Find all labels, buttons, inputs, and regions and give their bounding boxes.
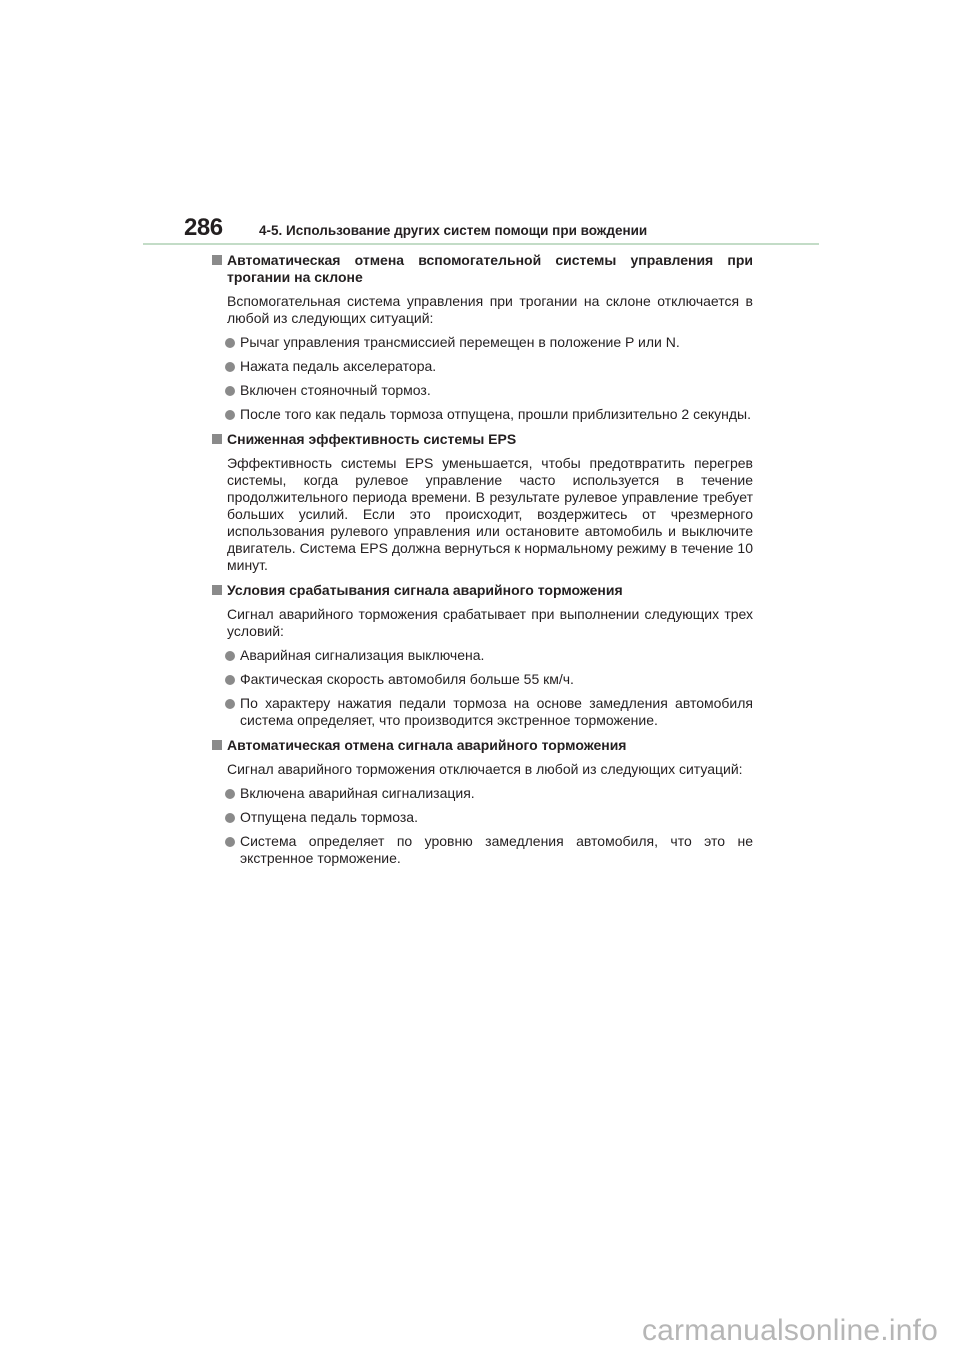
list-item [211, 382, 753, 399]
list-item-text: Нажата педаль акселератора. [240, 358, 437, 374]
list-item-text: Система определяет по уровню замедления автомобиля, что это не экстренное торможение. [240, 833, 753, 866]
list-item-text: Рычаг управления трансмиссией перемещен в положение P или N. [240, 334, 680, 350]
section-heading-text: Автоматическая отмена сигнала аварийного торможения [227, 737, 627, 753]
square-bullet-icon [212, 255, 222, 265]
circle-bullet-icon [225, 699, 235, 709]
page-header [0, 0, 960, 250]
circle-bullet-icon [225, 362, 235, 372]
square-bullet-icon [212, 434, 222, 444]
list-item-text: Фактическая скорость автомобиля больше 55 км/ч. [240, 671, 574, 687]
list-item-text: После того как педаль тормоза отпущена, прошли приблизительно 2 секунды. [240, 406, 752, 422]
circle-bullet-icon [225, 789, 235, 799]
section-paragraph: Сигнал аварийного торможения срабатывает при выполнении следующих трех условий: [227, 606, 753, 639]
page-number: 286 [184, 214, 223, 241]
section-paragraph: Вспомогательная система управления при трогании на склоне отключается в любой из следующих ситуаций: [227, 293, 753, 326]
list-item-text: Аварийная сигнализация выключена. [240, 647, 485, 663]
page-content [211, 252, 753, 867]
circle-bullet-icon [225, 410, 235, 420]
list-item-text: Включена аварийная сигнализация. [240, 785, 475, 801]
list-item [211, 671, 753, 688]
square-bullet-icon [212, 740, 222, 750]
list-item [211, 833, 753, 867]
list-item [211, 334, 753, 351]
section-heading [211, 737, 753, 754]
header-divider [143, 243, 819, 245]
circle-bullet-icon [225, 675, 235, 685]
list-item [211, 406, 753, 423]
section-paragraph: Эффективность системы EPS уменьшается, чтобы предотвратить перегрев системы, когда рулевое управление часто используется в течение продолжительного периода времени. В результате рулевое управление требует больших усилий. Если это происходит, воздержитесь от чрезмерного использования рулевого управления или остановите автомобиль и выключите двигатель. Система EPS должна вернуться к нормальному режиму в течение 10 минут. [227, 455, 753, 573]
watermark: carmanualsonline.info [641, 1314, 938, 1347]
list-item [211, 809, 753, 826]
circle-bullet-icon [225, 813, 235, 823]
section-heading [211, 252, 753, 286]
circle-bullet-icon [225, 837, 235, 847]
section-heading-text: Сниженная эффективность системы EPS [227, 431, 517, 447]
section-paragraph: Сигнал аварийного торможения отключается в любой из следующих ситуаций: [227, 761, 743, 777]
section-heading [211, 431, 753, 448]
circle-bullet-icon [225, 651, 235, 661]
square-bullet-icon [212, 585, 222, 595]
section-heading [211, 582, 753, 599]
circle-bullet-icon [225, 338, 235, 348]
section-heading-text: Условия срабатывания сигнала аварийного торможения [227, 582, 623, 598]
list-item [211, 647, 753, 664]
list-item [211, 358, 753, 375]
list-item [211, 695, 753, 729]
list-item-text: По характеру нажатия педали тормоза на основе замедления автомобиля система определяет, что производится экстренное торможение. [240, 695, 753, 728]
section-heading-text: Автоматическая отмена вспомогательной системы управления при трогании на склоне [227, 252, 753, 285]
list-item-text: Отпущена педаль тормоза. [240, 809, 418, 825]
list-item [211, 785, 753, 802]
circle-bullet-icon [225, 386, 235, 396]
section-title: 4-5. Использование других систем помощи при вождении [259, 223, 648, 238]
list-item-text: Включен стояночный тормоз. [240, 382, 431, 398]
